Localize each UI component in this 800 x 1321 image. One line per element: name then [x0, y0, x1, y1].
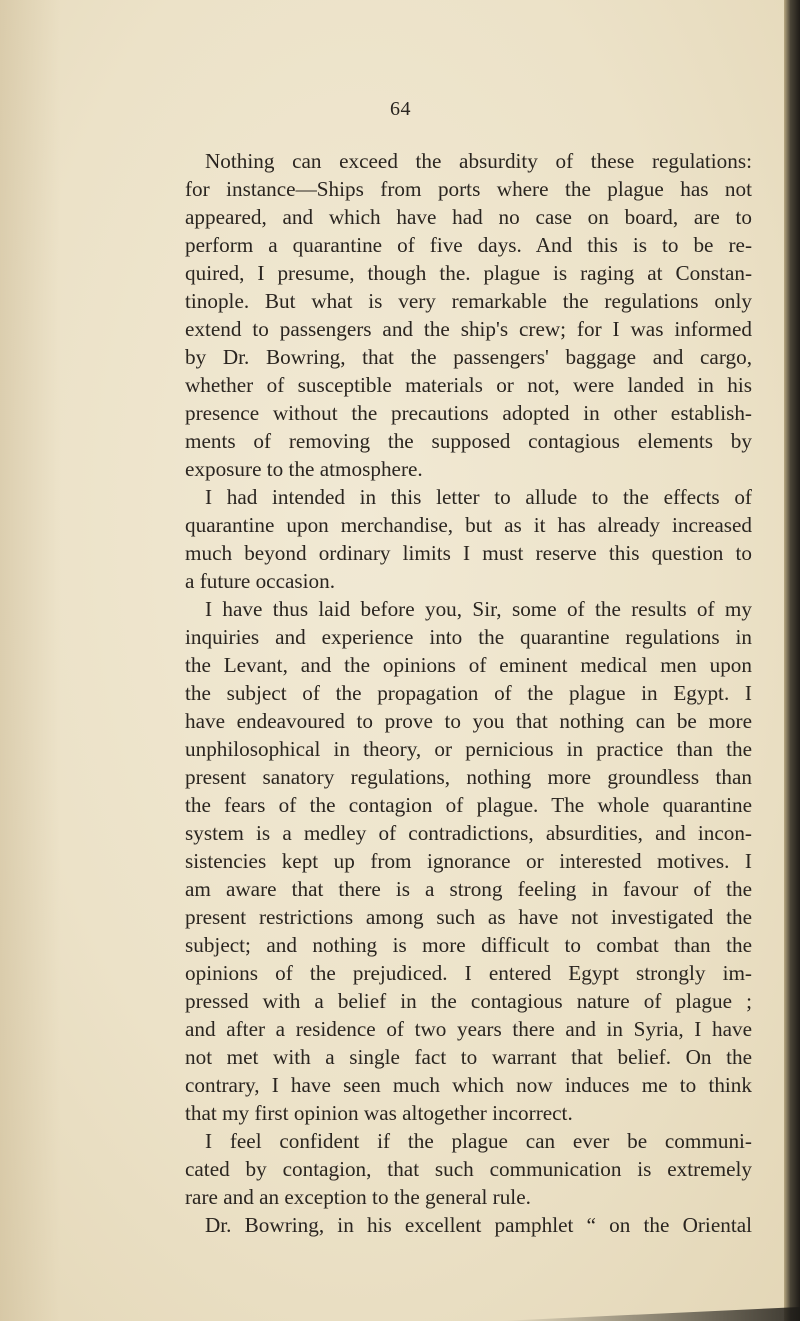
- text-line: by Dr. Bowring, that the passengers' baggage and cargo,: [185, 345, 752, 369]
- text-line: am aware that there is a strong feeling in favour of the: [185, 877, 752, 901]
- text-line: I feel confident if the plague can ever be communi-: [205, 1129, 752, 1153]
- text-line: cated by contagion, that such communication is extremely: [185, 1157, 752, 1181]
- text-line: much beyond ordinary limits I must reserve this question to: [185, 541, 752, 565]
- page-curl-shadow: [500, 1307, 800, 1321]
- text-line: not met with a single fact to warrant that belief. On the: [185, 1045, 752, 1069]
- text-line: present restrictions among such as have not investigated the: [185, 905, 752, 929]
- text-line: pressed with a belief in the contagious nature of plague ;: [185, 989, 752, 1013]
- text-line: the Levant, and the opinions of eminent medical men upon: [185, 653, 752, 677]
- text-line: whether of susceptible materials or not, were landed in his: [185, 373, 752, 397]
- text-line: have endeavoured to prove to you that nothing can be more: [185, 709, 752, 733]
- text-line: inquiries and experience into the quarantine regulations in: [185, 625, 752, 649]
- text-line: quired, I presume, though the. plague is raging at Constan-: [185, 261, 752, 285]
- text-line: quarantine upon merchandise, but as it has already increased: [185, 513, 752, 537]
- text-line: unphilosophical in theory, or pernicious in practice than the: [185, 737, 752, 761]
- text-line: for instance—Ships from ports where the plague has not: [185, 177, 752, 201]
- text-line: contrary, I have seen much which now induces me to think: [185, 1073, 752, 1097]
- text-line: rare and an exception to the general rule.: [185, 1185, 531, 1209]
- text-line: opinions of the prejudiced. I entered Egypt strongly im-: [185, 961, 752, 985]
- text-line: appeared, and which have had no case on board, are to: [185, 205, 752, 229]
- text-line: presence without the precautions adopted in other establish-: [185, 401, 752, 425]
- text-line: I have thus laid before you, Sir, some of the results of my: [205, 597, 752, 621]
- text-line: perform a quarantine of five days. And this is to be re-: [185, 233, 752, 257]
- binding-edge: [784, 0, 800, 1321]
- text-line: I had intended in this letter to allude to the effects of: [205, 485, 752, 509]
- page-number: 64: [390, 98, 411, 120]
- text-line: extend to passengers and the ship's crew; for I was informed: [185, 317, 752, 341]
- text-line: exposure to the atmosphere.: [185, 457, 423, 481]
- text-line: subject; and nothing is more difficult to combat than the: [185, 933, 752, 957]
- text-line: the subject of the propagation of the plague in Egypt. I: [185, 681, 752, 705]
- text-line: the fears of the contagion of plague. The whole quarantine: [185, 793, 752, 817]
- text-line: that my first opinion was altogether incorrect.: [185, 1101, 573, 1125]
- text-line: tinople. But what is very remarkable the regulations only: [185, 289, 752, 313]
- text-line: and after a residence of two years there and in Syria, I have: [185, 1017, 752, 1041]
- text-line: ments of removing the supposed contagious elements by: [185, 429, 752, 453]
- text-line: system is a medley of contradictions, absurdities, and incon-: [185, 821, 752, 845]
- text-line: Nothing can exceed the absurdity of these regulations:: [205, 149, 752, 173]
- text-line: present sanatory regulations, nothing more groundless than: [185, 765, 752, 789]
- text-line: a future occasion.: [185, 569, 336, 593]
- text-line: sistencies kept up from ignorance or interested motives. I: [185, 849, 752, 873]
- text-line: Dr. Bowring, in his excellent pamphlet “ on the Oriental: [205, 1213, 752, 1237]
